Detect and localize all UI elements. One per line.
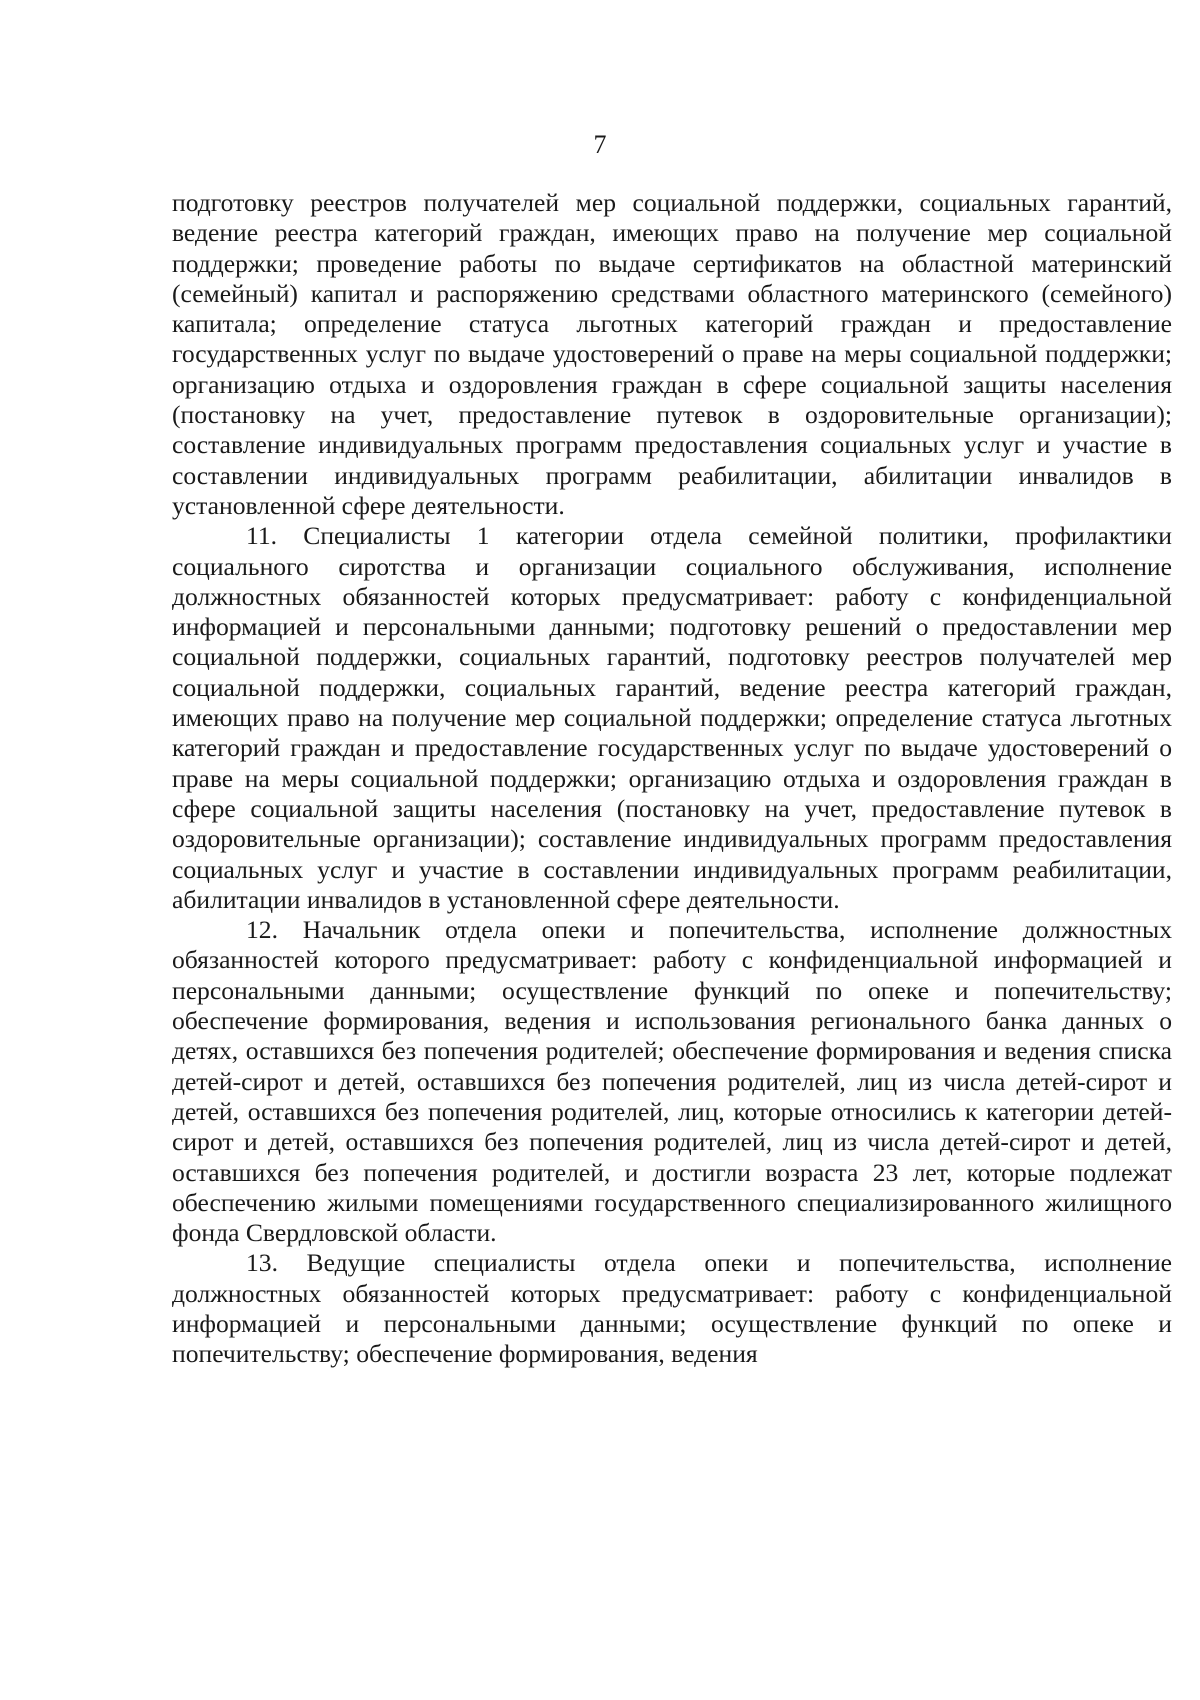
document-body bbox=[172, 188, 1172, 1370]
paragraph-item-13: 13. Ведущие специалисты отдела опеки и попечительства, исполнение должностных обязанностей которых предусматривает: работу с конфиденциальной информацией и персональными данными; осуществление функций по опеке и попечительству; обеспечение формирования, ведения bbox=[172, 1248, 1172, 1369]
paragraph-item-11: 11. Специалисты 1 категории отдела семейной политики, профилактики социального сиротства и организации социального обслуживания, исполнение должностных обязанностей которых предусматривает: работу с конфиденциальной информацией и персональными данными; подготовку решений о предоставлении мер социальной поддержки, социальных гарантий, подготовку реестров получателей мер социальной поддержки, социальных гарантий, ведение реестра категорий граждан, имеющих право на получение мер социальной поддержки; определение статуса льготных категорий граждан и предоставление государственных услуг по выдаче удостоверений о праве на меры социальной поддержки; организацию отдыха и оздоровления граждан в сфере социальной защиты населения (постановку на учет, предоставление путевок в оздоровительные организации); составление индивидуальных программ предоставления социальных услуг и участие в составлении индивидуальных программ реабилитации, абилитации инвалидов в установленной сфере деятельности. bbox=[172, 521, 1172, 914]
page-number: 7 bbox=[593, 130, 607, 159]
paragraph-continuation: подготовку реестров получателей мер социальной поддержки, социальных гарантий, ведение реестра категорий граждан, имеющих право на получение мер социальной поддержки; проведение работы по выдаче сертификатов на областной материнский (семейный) капитал и распоряжению средствами областного материнского (семейного) капитала; определение статуса льготных категорий граждан и предоставление государственных услуг по выдаче удостоверений о праве на меры социальной поддержки; организацию отдыха и оздоровления граждан в сфере социальной защиты населения (постановку на учет, предоставление путевок в оздоровительные организации); составление индивидуальных программ предоставления социальных услуг и участие в составлении индивидуальных программ реабилитации, абилитации инвалидов в установленной сфере деятельности. bbox=[172, 188, 1172, 520]
paragraph-item-12: 12. Начальник отдела опеки и попечительства, исполнение должностных обязанностей которого предусматривает: работу с конфиденциальной информацией и персональными данными; осуществление функций по опеке и попечительству; обеспечение формирования, ведения и использования регионального банка данных о детях, оставшихся без попечения родителей; обеспечение формирования и ведения списка детей-сирот и детей, оставшихся без попечения родителей, лиц из числа детей-сирот и детей, оставшихся без попечения родителей, лиц, которые относились к категории детей-сирот и детей, оставшихся без попечения родителей, лиц из числа детей-сирот и детей, оставшихся без попечения родителей, и достигли возраста 23 лет, которые подлежат обеспечению жилыми помещениями государственного специализированного жилищного фонда Свердловской области. bbox=[172, 915, 1172, 1248]
